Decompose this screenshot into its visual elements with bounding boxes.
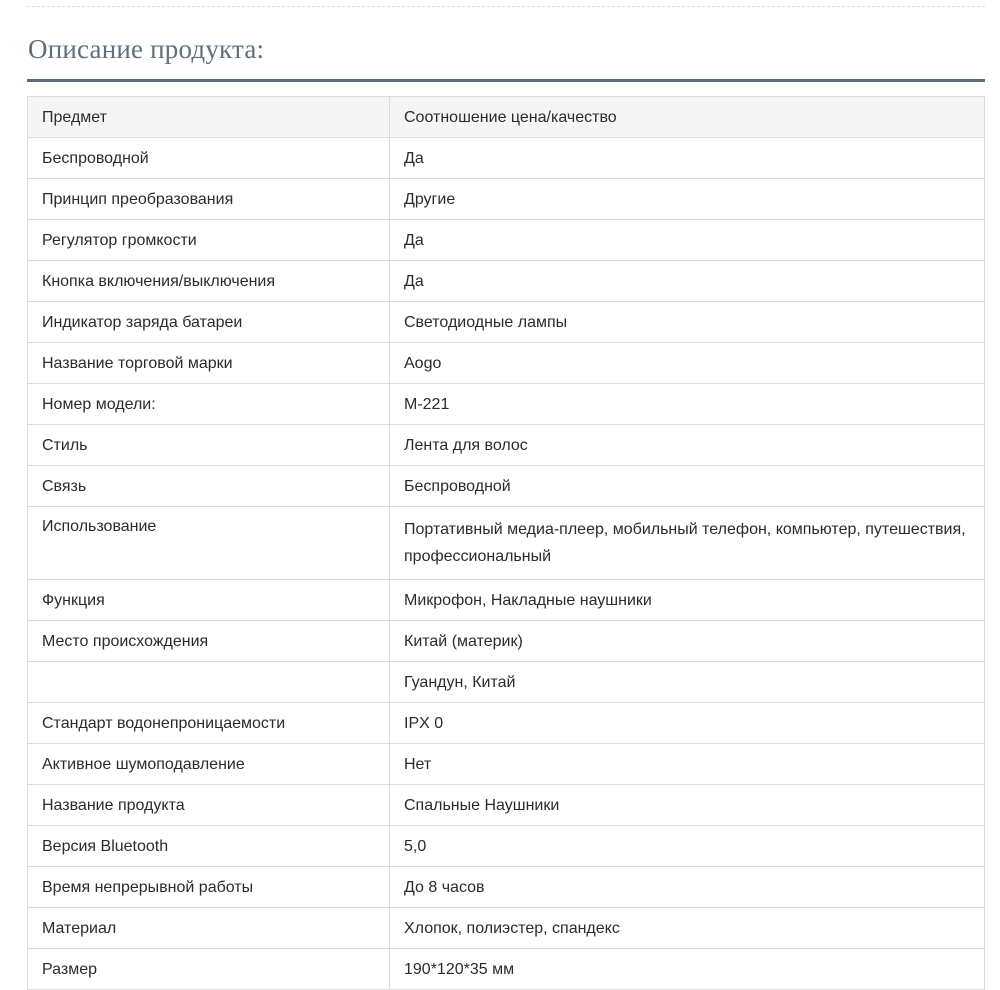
top-divider (27, 6, 985, 7)
spec-value: Портативный медиа-плеер, мобильный телефон, компьютер, путешествия, профессиональный (390, 507, 985, 580)
title-underline (27, 79, 985, 82)
table-row (28, 580, 985, 621)
section-title: Описание продукта: (28, 34, 265, 64)
spec-key: Время непрерывной работы (28, 867, 390, 908)
spec-value: Нет (390, 744, 985, 785)
spec-value: Светодиодные лампы (390, 302, 985, 343)
table-row (28, 507, 985, 580)
spec-key: Функция (28, 580, 390, 621)
spec-key: Версия Bluetooth (28, 826, 390, 867)
spec-value: Другие (390, 179, 985, 220)
product-specs-table (27, 96, 985, 990)
table-row (28, 867, 985, 908)
spec-key (28, 662, 390, 703)
spec-key: Связь (28, 466, 390, 507)
table-row (28, 949, 985, 990)
spec-value: До 8 часов (390, 867, 985, 908)
spec-value: Хлопок, полиэстер, спандекс (390, 908, 985, 949)
spec-key: Материал (28, 908, 390, 949)
spec-value: Гуандун, Китай (390, 662, 985, 703)
spec-value: IPX 0 (390, 703, 985, 744)
spec-key: Стиль (28, 425, 390, 466)
spec-value: 190*120*35 мм (390, 949, 985, 990)
spec-key: Использование (28, 507, 390, 580)
table-header-row (28, 97, 985, 138)
table-row (28, 343, 985, 384)
spec-key: Стандарт водонепроницаемости (28, 703, 390, 744)
spec-key: Размер (28, 949, 390, 990)
spec-key: Название торговой марки (28, 343, 390, 384)
spec-value: Да (390, 138, 985, 179)
spec-key: Беспроводной (28, 138, 390, 179)
spec-value: 5,0 (390, 826, 985, 867)
spec-value: Да (390, 220, 985, 261)
spec-value: M-221 (390, 384, 985, 425)
table-header-value: Соотношение цена/качество (390, 97, 985, 138)
spec-value: Лента для волос (390, 425, 985, 466)
spec-key: Кнопка включения/выключения (28, 261, 390, 302)
table-row (28, 302, 985, 343)
spec-key: Номер модели: (28, 384, 390, 425)
spec-key: Название продукта (28, 785, 390, 826)
table-row (28, 220, 985, 261)
spec-value: Микрофон, Накладные наушники (390, 580, 985, 621)
spec-key: Регулятор громкости (28, 220, 390, 261)
spec-key: Индикатор заряда батареи (28, 302, 390, 343)
table-row (28, 466, 985, 507)
spec-value: Спальные Наушники (390, 785, 985, 826)
table-row (28, 744, 985, 785)
spec-value: Беспроводной (390, 466, 985, 507)
table-row (28, 908, 985, 949)
table-row (28, 703, 985, 744)
spec-key: Принцип преобразования (28, 179, 390, 220)
table-row (28, 826, 985, 867)
table-row (28, 621, 985, 662)
spec-value: Aogo (390, 343, 985, 384)
table-row (28, 179, 985, 220)
table-row (28, 384, 985, 425)
table-row (28, 138, 985, 179)
table-row (28, 425, 985, 466)
spec-key: Место происхождения (28, 621, 390, 662)
spec-value: Да (390, 261, 985, 302)
table-row (28, 261, 985, 302)
spec-key: Активное шумоподавление (28, 744, 390, 785)
table-row (28, 785, 985, 826)
spec-value: Китай (материк) (390, 621, 985, 662)
table-row (28, 662, 985, 703)
table-header-key: Предмет (28, 97, 390, 138)
